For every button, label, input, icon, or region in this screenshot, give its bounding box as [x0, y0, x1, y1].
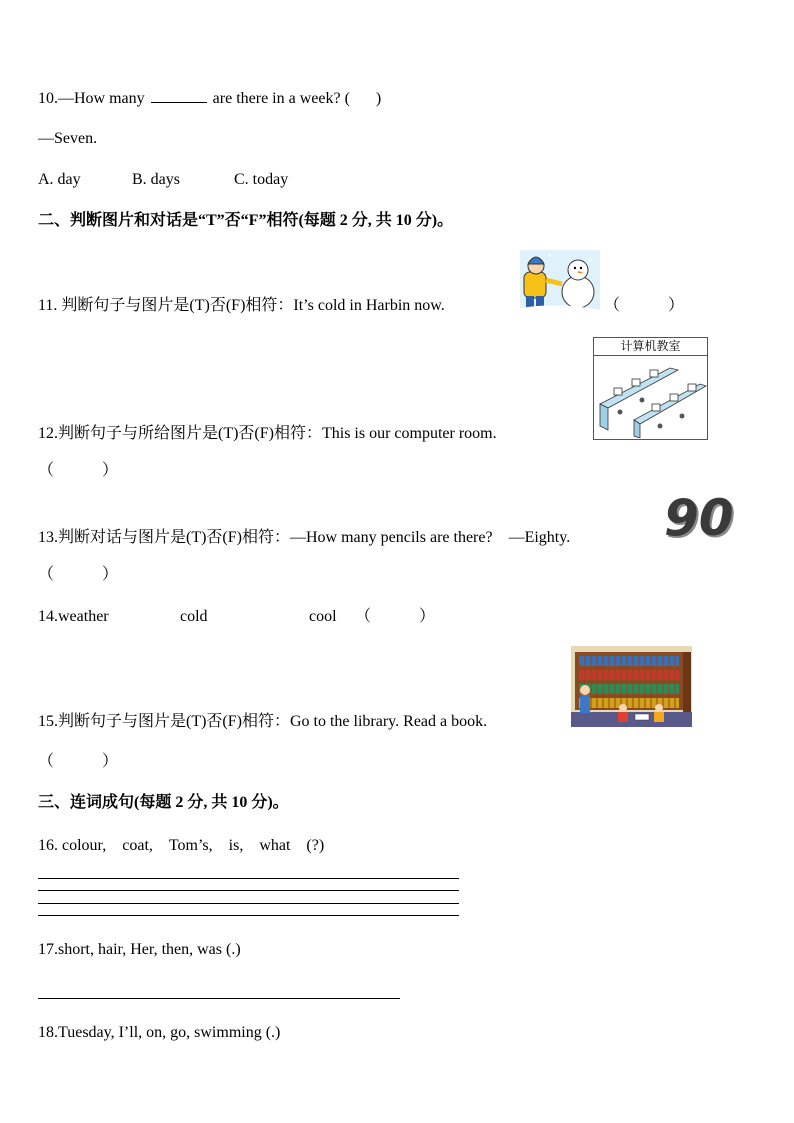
section3-heading: 三、连词成句(每题 2 分, 共 10 分)。 [38, 794, 289, 811]
q17-answer-line[interactable] [38, 998, 400, 999]
q14-answer-paren[interactable]: （ ） [355, 608, 436, 625]
q16-text: 16. colour, coat, Tom’s, is, what (?) [38, 837, 325, 854]
q18-text: 18.Tuesday, I’ll, on, go, swimming (.) [38, 1024, 281, 1041]
q12-text: 12.判断句子与所给图片是(T)否(F)相符：This is our computer room. [38, 425, 497, 442]
q17-text: 17.short, hair, Her, then, was (.) [38, 941, 241, 958]
q15-answer-paren[interactable]: （ ） [38, 753, 119, 770]
q16-answer-line-4[interactable] [38, 915, 459, 916]
computer-desks-drawing [594, 356, 707, 438]
q10-options [38, 170, 288, 190]
q14-word-cool: cool [309, 608, 337, 625]
q10-option-b[interactable]: B. days [132, 171, 180, 188]
section2-heading: 二、判断图片和对话是“T”否“F”相符(每题 2 分, 共 10 分)。 [38, 212, 454, 229]
q10-reply: —Seven. [38, 130, 98, 147]
computer-room-picture [593, 337, 708, 440]
q14-word-cold: cold [180, 608, 208, 625]
q15-text: 15.判断句子与图片是(T)否(F)相符：Go to the library. Read a book. [38, 713, 488, 730]
computer-room-sign: 计算机教室 [594, 338, 707, 356]
number-ninety-picture: 90 [664, 489, 734, 547]
q13-text: 13.判断对话与图片是(T)否(F)相符：—How many pencils are there? —Eighty. [38, 529, 571, 546]
q14-word-weather: 14.weather [38, 608, 109, 625]
q14-words [38, 607, 435, 627]
q16-answer-line-1[interactable] [38, 878, 459, 879]
q10-prefix: 10.—How many [38, 90, 149, 107]
q11-answer-paren[interactable]: （ ） [604, 297, 685, 314]
library-picture [571, 646, 692, 727]
q16-answer-line-3[interactable] [38, 903, 459, 904]
q11-text: 11. 判断句子与图片是(T)否(F)相符：It’s cold in Harbin now. [38, 297, 445, 314]
q10-option-c[interactable]: C. today [234, 171, 289, 188]
q12-answer-paren[interactable]: （ ） [38, 462, 119, 479]
snowman-boy-picture [520, 250, 600, 314]
q10-question [38, 88, 381, 109]
q10-option-a[interactable]: A. day [38, 171, 81, 188]
q10-answer-blank[interactable] [151, 88, 207, 103]
q16-answer-line-2[interactable] [38, 890, 459, 891]
q13-answer-paren[interactable]: （ ） [38, 566, 119, 583]
q10-close: ) [375, 90, 382, 107]
q10-suffix: are there in a week? ( [208, 90, 350, 107]
